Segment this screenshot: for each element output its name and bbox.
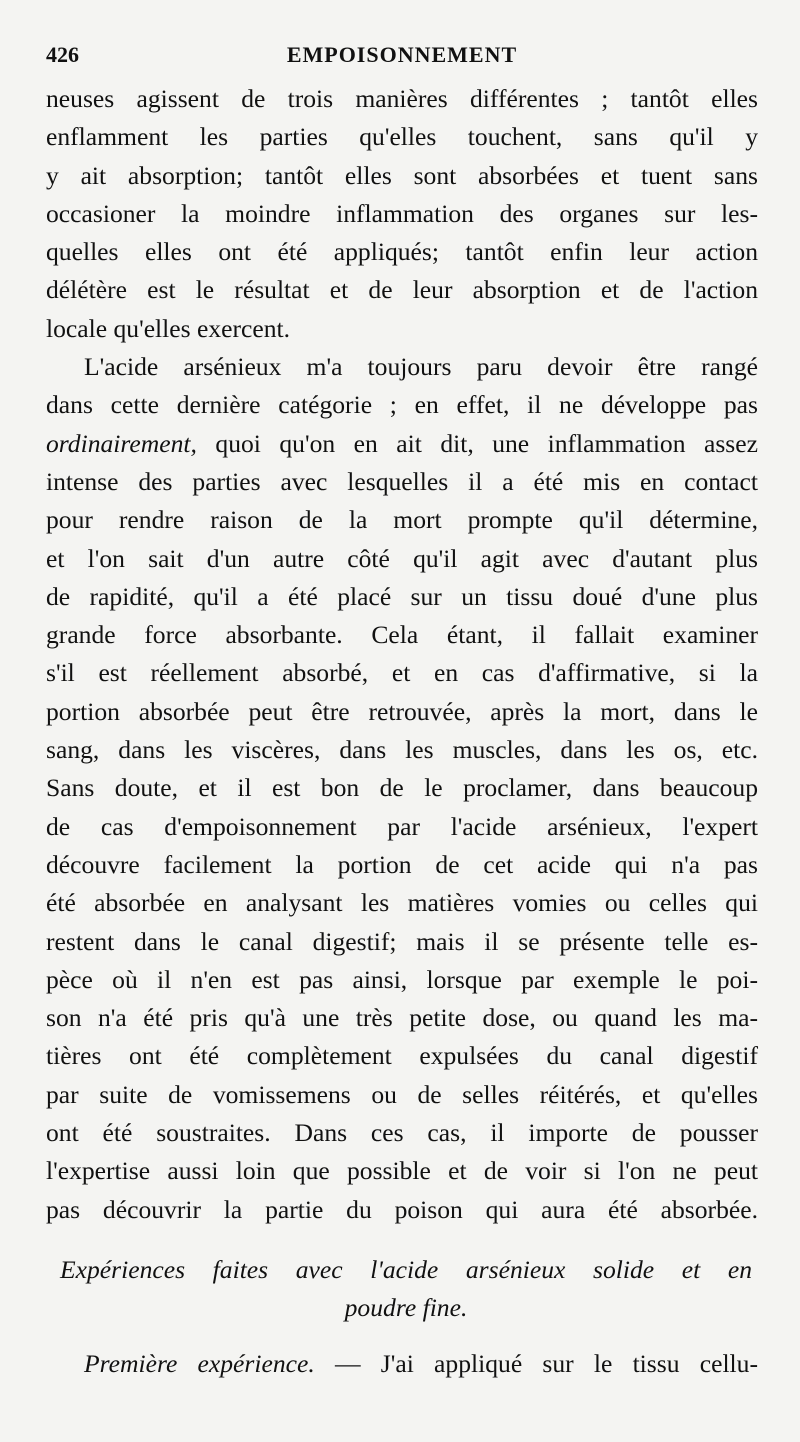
text-line: de rapidité, qu'il a été placé sur un tissu doué d'une plus [46,581,758,611]
text-line: découvre facilement la portion de cet acide qui n'a pas [46,849,758,879]
text-line: locale qu'elles exercent. [46,313,291,343]
text-line: délétère est le résultat et de leur absorption et de l'action [46,275,758,305]
paragraph-2 [46,348,758,1229]
text-line: y ait absorption; tantôt elles sont absorbées et tuent sans [46,160,758,190]
text-line: grande force absorbante. Cela étant, il fallait examiner [46,620,758,650]
text-line: portion absorbée peut être retrouvée, après la mort, dans le [46,696,758,726]
text-line: quelles elles ont été appliqués; tantôt enfin leur action [46,237,758,267]
section-heading-line: poudre fine. [344,1292,468,1322]
page-number: 426 [46,42,79,67]
text-line: et l'on sait d'un autre côté qu'il agit avec d'autant plus [46,543,758,573]
text-line: dans cette dernière catégorie ; en effet, il ne développe pas [46,390,758,420]
experiment-paragraph [46,1345,758,1383]
text-line: de cas d'empoisonnement par l'acide arsénieux, l'expert [46,811,758,841]
text-line: Sans doute, et il est bon de le proclamer, dans beaucoup [46,773,758,803]
text-line: l'expertise aussi loin que possible et de voir si l'on ne peut [46,1156,758,1186]
experiment-title: Première expérience. [84,1348,315,1378]
text-line [46,1345,758,1383]
text-line: par suite de vomissemens ou de selles réitérés, et qu'elles [46,1079,758,1109]
text-fragment: quoi qu'on en ait dit, une inflammation assez [196,428,758,458]
text-line: intense des parties avec lesquelles il a été mis en contact [46,466,758,496]
text-line: enflamment les parties qu'elles touchent, sans qu'il y [46,122,758,152]
text-line: tières ont été complètement expulsées du canal digestif [46,1041,758,1071]
text-line: restent dans le canal digestif; mais il se présente telle es- [46,926,758,956]
page-header [46,40,758,80]
section-heading [46,1251,758,1327]
paragraph-1 [46,80,758,348]
text-fragment: — J'ai appliqué sur le tissu cellu- [314,1348,758,1378]
text-line: ont été soustraites. Dans ces cas, il importe de pousser [46,1118,758,1148]
text-line: pour rendre raison de la mort prompte qu'il détermine, [46,505,758,535]
text-line: pèce où il n'en est pas ainsi, lorsque par exemple le poi- [46,964,758,994]
text-line [46,425,758,463]
text-line: été absorbée en analysant les matières vomies ou celles qui [46,888,758,918]
section-heading-line: Expériences faites avec l'acide arsénieux solide et en [60,1254,752,1284]
text-line: neuses agissent de trois manières différentes ; tantôt elles [46,84,758,113]
text-line: son n'a été pris qu'à une très petite dose, ou quand les ma- [46,1003,758,1033]
text-line: s'il est réellement absorbé, et en cas d'affirmative, si la [46,658,758,688]
text-line: sang, dans les viscères, dans les muscles, dans les os, etc. [46,735,758,765]
text-line: occasioner la moindre inflammation des organes sur les- [46,198,758,228]
emphasis-ordinairement: ordinairement, [46,428,197,458]
text-line: L'acide arsénieux m'a toujours paru devoir être rangé [84,352,758,382]
running-head: EMPOISONNEMENT [286,42,518,67]
text-line: pas découvrir la partie du poison qui aura été absorbée. [46,1194,758,1224]
